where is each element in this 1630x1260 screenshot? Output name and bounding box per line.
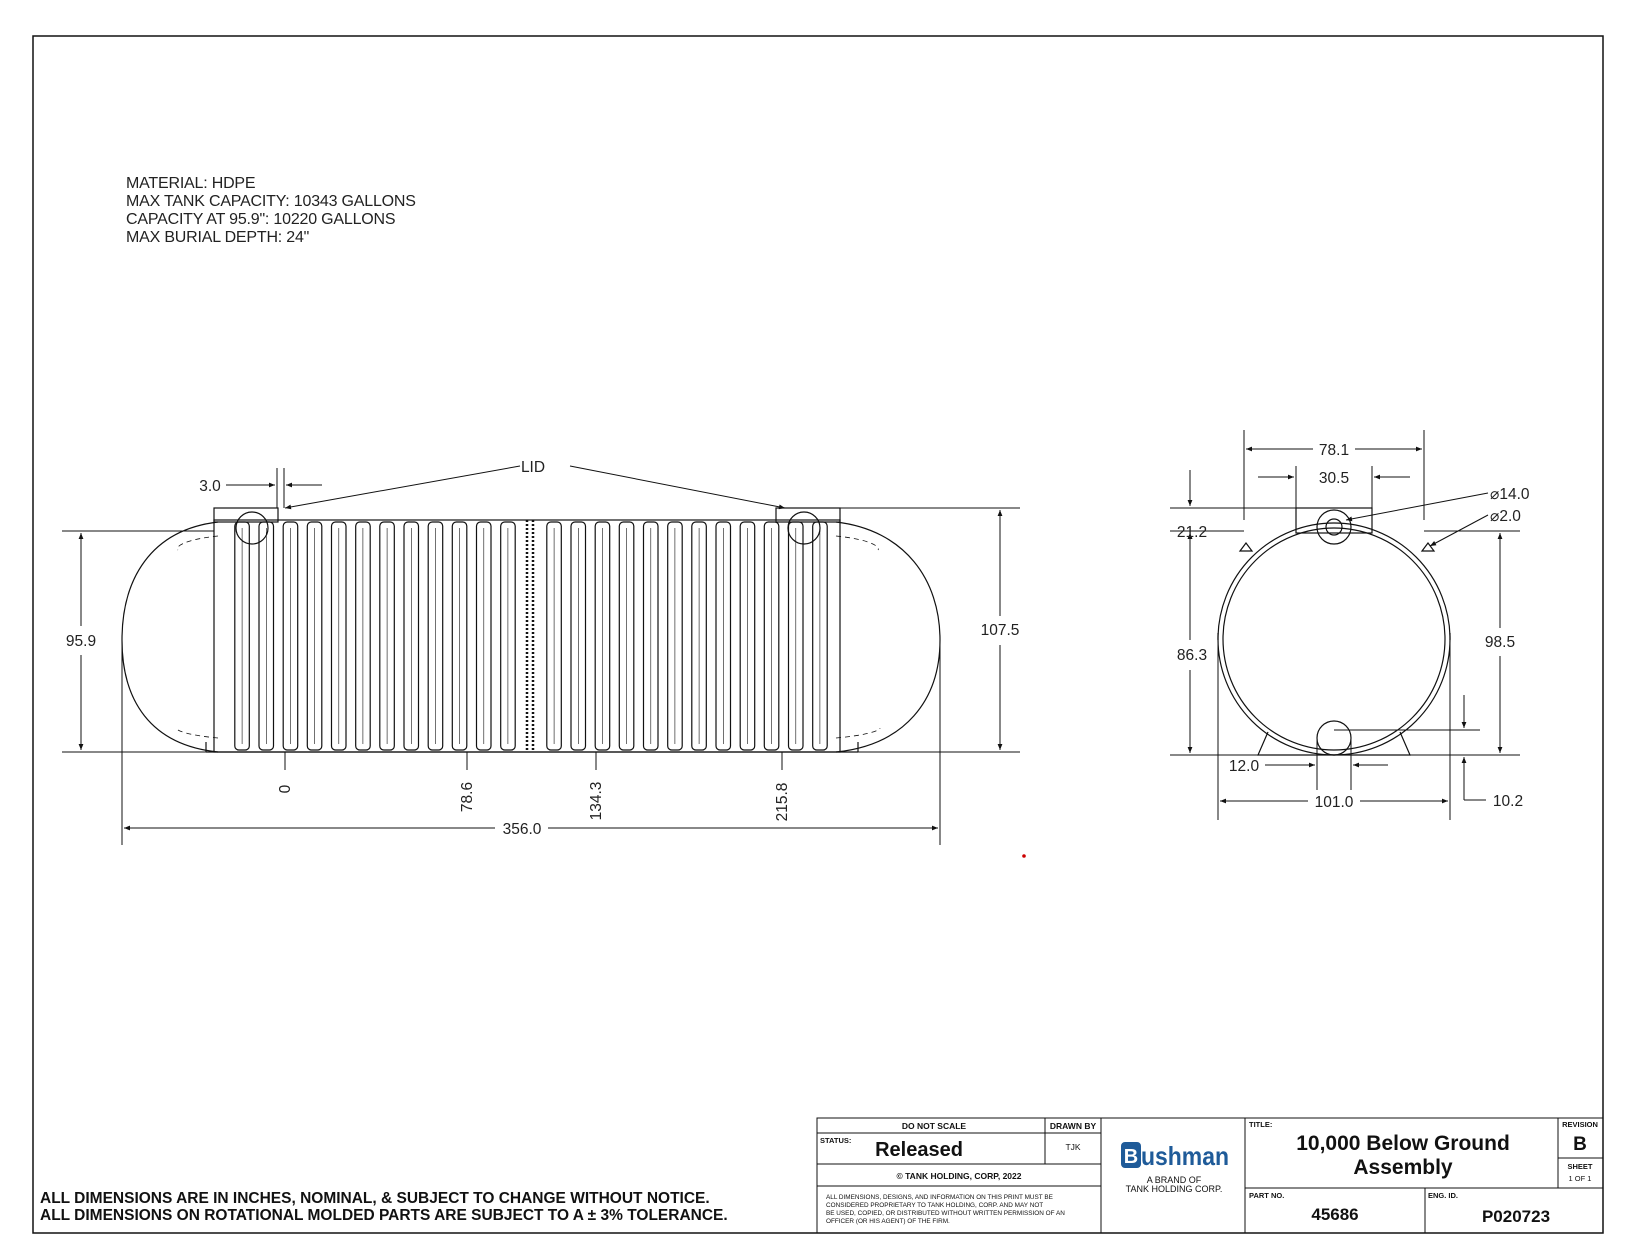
brand-name: ushman (1141, 1141, 1229, 1171)
note-max-capacity: MAX TANK CAPACITY: 10343 GALLONS (126, 193, 416, 210)
corrugation-ribs (235, 522, 827, 750)
dim-base-width: 101.0 (1314, 794, 1354, 811)
legal-line-3: BE USED, COPIED, OR DISTRIBUTED WITHOUT WRITTEN PERMISSION OF AN (826, 1210, 1065, 1217)
part-no-label: PART NO. (1249, 1191, 1285, 1200)
title-line-2: Assembly (1353, 1156, 1453, 1179)
legal-line-4: OFFICER (OR HIS AGENT) OF THE FIRM. (826, 1218, 950, 1225)
end-view-dimensions (1170, 430, 1520, 820)
part-no-value: 45686 (1311, 1205, 1359, 1224)
station-0: 0 (277, 784, 294, 794)
lid-left (236, 512, 268, 544)
dim-outlet-height: 10.2 (1492, 793, 1524, 810)
dim-lid-width: 30.5 (1318, 470, 1350, 487)
title-label: TITLE: (1249, 1120, 1273, 1129)
title-line-1: 10,000 Below Ground (1296, 1132, 1510, 1155)
sheet-label: SHEET (1567, 1162, 1593, 1171)
copyright: © TANK HOLDING, CORP, 2022 (896, 1171, 1022, 1181)
legal-line-1: ALL DIMENSIONS, DESIGNS, AND INFORMATION ON THIS PRINT MUST BE (826, 1194, 1053, 1201)
side-view-labels (66, 459, 1019, 838)
end-view-labels (1177, 442, 1530, 811)
dim-port-dia: ⌀2.0 (1490, 508, 1521, 525)
note-max-burial: MAX BURIAL DEPTH: 24" (126, 229, 310, 246)
status-label: STATUS: (820, 1136, 852, 1145)
dimension-footnote (40, 1190, 728, 1224)
dim-total-height: 98.5 (1484, 634, 1516, 651)
dim-top-width: 78.1 (1318, 442, 1350, 459)
left-end-dome (122, 522, 218, 752)
dim-outlet-offset: 12.0 (1228, 758, 1260, 775)
dim-top-offset: 21.2 (1176, 524, 1208, 541)
revision-value: B (1573, 1134, 1587, 1155)
right-end-dome (836, 522, 940, 752)
sheet-value: 1 OF 1 (1568, 1174, 1592, 1183)
dim-body-height: 86.3 (1176, 647, 1208, 664)
lid-right (788, 512, 820, 544)
drawn-by-label: DRAWN BY (1049, 1121, 1097, 1131)
end-lid-outer (1317, 510, 1351, 544)
footnote-line-2: ALL DIMENSIONS ON ROTATIONAL MOLDED PARTS ARE SUBJECT TO A ± 3% TOLERANCE. (40, 1207, 728, 1224)
sheet-border (33, 36, 1603, 1233)
revision-label: REVISION (1562, 1120, 1598, 1129)
dim-right-height: 107.5 (980, 622, 1020, 639)
brand-sub-1: A BRAND OF (1146, 1175, 1202, 1185)
station-2: 134.3 (588, 781, 605, 821)
bushman-logo (1121, 1141, 1229, 1171)
side-view-dimensions (62, 466, 1020, 845)
lid-label: LID (520, 459, 546, 476)
drawn-by-value: TJK (1065, 1142, 1081, 1152)
end-view (1218, 508, 1450, 755)
dim-lid-dia: ⌀14.0 (1490, 486, 1530, 503)
red-marker (1022, 854, 1026, 858)
dim-lid-offset: 3.0 (199, 478, 221, 495)
title-block-text (820, 1120, 1598, 1226)
brand-sub-2: TANK HOLDING CORP. (1125, 1184, 1223, 1194)
eng-id-value: P020723 (1481, 1207, 1551, 1226)
do-not-scale-label: DO NOT SCALE (901, 1121, 967, 1131)
note-material: MATERIAL: HDPE (126, 175, 256, 192)
note-capacity-at: CAPACITY AT 95.9": 10220 GALLONS (126, 211, 396, 228)
status-value: Released (875, 1139, 963, 1161)
dim-overall-length: 356.0 (502, 821, 542, 838)
end-view-shell (1218, 523, 1450, 755)
side-view (122, 508, 940, 752)
eng-id-label: ENG. ID. (1428, 1191, 1459, 1200)
legal-line-2: CONSIDERED PROPRIETARY TO TANK HOLDING, CORP. AND MAY NOT (826, 1202, 1044, 1209)
svg-text:B: B (1123, 1146, 1139, 1168)
footnote-line-1: ALL DIMENSIONS ARE IN INCHES, NOMINAL, & SUBJECT TO CHANGE WITHOUT NOTICE. (40, 1190, 710, 1207)
station-1: 78.6 (459, 781, 476, 813)
station-3: 215.8 (774, 782, 791, 822)
dim-left-height: 95.9 (65, 633, 97, 650)
